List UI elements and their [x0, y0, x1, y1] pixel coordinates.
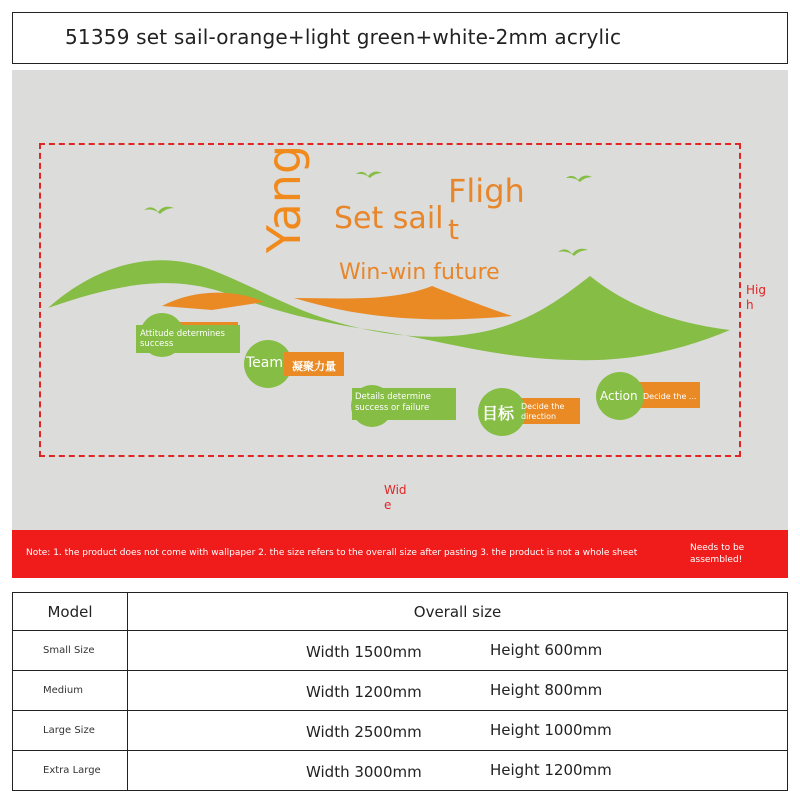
size-cell [128, 751, 788, 791]
note-text: Note: 1. the product does not come with wallpaper 2. the size refers to the overall size after pasting 3. the product is not a whole sheet [26, 548, 638, 558]
model-cell: Small Size [13, 631, 128, 671]
flight-t-text: t [448, 213, 459, 246]
flight-text: Fligh [448, 172, 525, 210]
model-cell: Extra Large [13, 751, 128, 791]
width-dimension-label: Wide [384, 483, 407, 512]
goal-cn-label: 目标 [482, 404, 515, 423]
note-bar [12, 530, 788, 578]
column-header-model: Model [13, 593, 128, 631]
width-value: Width 2500mm [306, 723, 422, 741]
table-row [13, 751, 788, 791]
set-sail-text: Set sail [334, 201, 444, 236]
details-label: Details determine success or failure [355, 392, 431, 413]
attitude-label: Attitude determines success [140, 329, 225, 349]
height-value: Height 600mm [490, 641, 603, 659]
wall-preview [12, 70, 788, 530]
width-value: Width 1500mm [306, 643, 422, 661]
height-value: Height 800mm [490, 681, 603, 699]
title-box [12, 12, 788, 64]
team-label: Team [246, 355, 284, 371]
action-label: Action [600, 389, 638, 403]
height-value: Height 1200mm [490, 761, 612, 779]
product-title: 51359 set sail-orange+light green+white-2mm acrylic [65, 25, 622, 49]
assembly-note: Needs to be assembled! [690, 543, 745, 565]
size-cell [128, 711, 788, 751]
size-cell [128, 631, 788, 671]
table-row [13, 631, 788, 671]
win-win-text: Win-win future [339, 260, 500, 285]
table-row [13, 671, 788, 711]
goal-label: Decide the direction [521, 402, 565, 421]
table-header-row [13, 593, 788, 631]
model-cell: Large Size [13, 711, 128, 751]
model-cell: Medium [13, 671, 128, 711]
column-header-overall-size: Overall size [128, 593, 788, 631]
team-cn-label: 凝聚力量 [292, 360, 336, 373]
size-table [12, 592, 788, 791]
yang-text: Yang [257, 144, 312, 254]
height-dimension-label: High [746, 283, 766, 312]
action-desc-label: Decide the ... [643, 392, 697, 401]
table-row [13, 711, 788, 751]
width-value: Width 3000mm [306, 763, 422, 781]
size-cell [128, 671, 788, 711]
width-value: Width 1200mm [306, 683, 422, 701]
height-value: Height 1000mm [490, 721, 612, 739]
